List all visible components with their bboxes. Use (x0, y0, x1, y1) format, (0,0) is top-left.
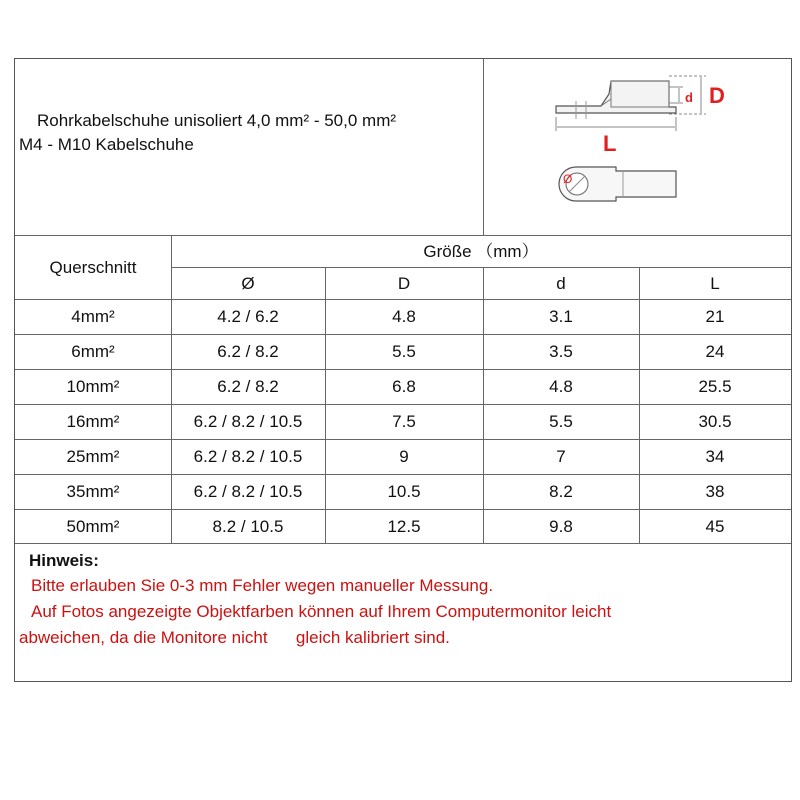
row-L: 24 (705, 342, 725, 361)
title-line-1: Rohrkabelschuhe unisoliert 4,0 mm² - 50,0 mm² (37, 111, 397, 130)
row-L: 21 (705, 307, 725, 326)
row-D: 6.8 (392, 377, 416, 396)
header-d: d (556, 273, 566, 293)
lug-side-view (556, 81, 676, 113)
label-D: D (709, 83, 725, 108)
header-D: D (397, 273, 411, 293)
label-phi: Ø (563, 172, 573, 186)
row-phi: 4.2 / 6.2 (217, 307, 279, 326)
header-L: L (710, 273, 720, 293)
label-L: L (603, 131, 617, 156)
row-D: 9 (399, 447, 409, 466)
row-D: 5.5 (392, 342, 416, 361)
row-d: 3.5 (549, 342, 573, 361)
row-d: 8.2 (549, 482, 573, 501)
row-D: 4.8 (392, 307, 416, 326)
row-d: 7 (556, 447, 566, 466)
header-querschnitt: Querschnitt (49, 257, 137, 277)
row-L: 45 (705, 516, 725, 536)
cable-lug-diagram (501, 59, 791, 235)
row-d: 9.8 (549, 516, 573, 536)
notice-line-3: abweichen, da die Monitore nicht gleich kalibriert sind. (19, 628, 450, 647)
row-phi: 6.2 / 8.2 / 10.5 (193, 482, 303, 501)
row-q: 35mm² (66, 482, 120, 501)
row-D: 10.5 (387, 482, 421, 501)
row-L: 34 (705, 447, 725, 466)
row-d: 3.1 (549, 307, 573, 326)
row-phi: 6.2 / 8.2 / 10.5 (193, 447, 303, 466)
row-q: 16mm² (66, 412, 120, 431)
notice-heading: Hinweis: (29, 551, 99, 570)
row-phi: 6.2 / 8.2 (217, 377, 279, 396)
notice-line-2: Auf Fotos angezeigte Objektfarben können auf Ihrem Computermonitor leicht (31, 602, 612, 621)
row-q: 6mm² (71, 342, 115, 361)
row-q: 50mm² (66, 516, 120, 536)
row-q: 4mm² (71, 307, 115, 326)
row-q: 25mm² (66, 447, 120, 466)
row-d: 5.5 (549, 412, 573, 431)
row-phi: 8.2 / 10.5 (212, 516, 284, 536)
row-phi: 6.2 / 8.2 (217, 342, 279, 361)
row-L: 25.5 (698, 377, 732, 396)
spec-sheet (14, 58, 792, 682)
row-L: 30.5 (698, 412, 732, 431)
label-d: d (685, 90, 693, 105)
row-q: 10mm² (66, 377, 120, 396)
cable-lug-drawing (501, 59, 791, 235)
row-phi: 6.2 / 8.2 / 10.5 (193, 412, 303, 431)
row-L: 38 (705, 482, 725, 501)
row-d: 4.8 (549, 377, 573, 396)
header-groesse: Größe （mm） (423, 241, 539, 261)
row-D: 7.5 (392, 412, 416, 431)
header-phi: Ø (241, 273, 255, 293)
row-D: 12.5 (387, 516, 421, 536)
title-line-2: M4 - M10 Kabelschuhe (19, 135, 194, 154)
notice-line-1: Bitte erlauben Sie 0-3 mm Fehler wegen manueller Messung. (31, 576, 494, 595)
